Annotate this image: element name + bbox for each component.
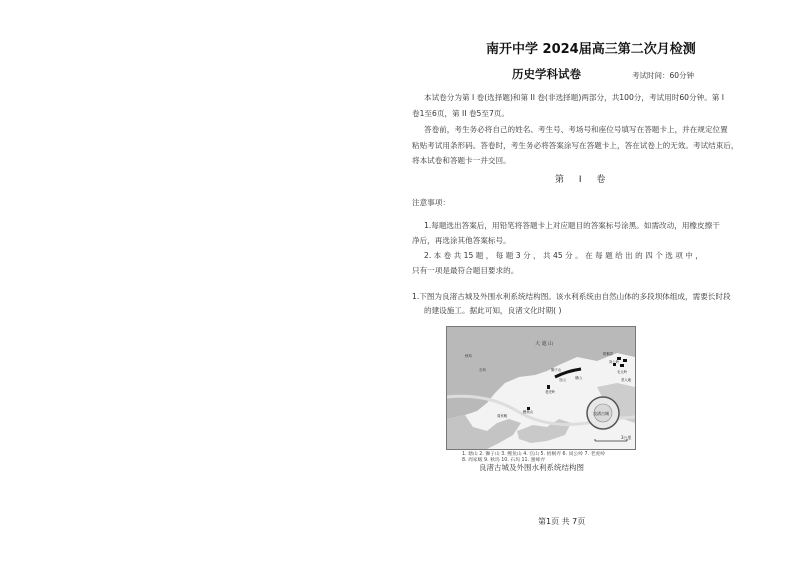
dam-upper-2 xyxy=(623,359,627,362)
map-legend-line-2: 8. 周家畈 9. 秋坞 10. 石坞 11. 蜜蜂弄 xyxy=(462,458,546,463)
exam-time: 考试时间：60分钟 xyxy=(632,71,695,80)
note-2-line-1: 2. 本 卷 共 15 题 ， 每 题 3 分 ， 共 45 分 。 在 每 题 给 出 的 四 个 选 项 中 ， xyxy=(424,251,703,260)
notes-heading: 注意事项： xyxy=(412,198,450,207)
place-label: 石坞 xyxy=(479,368,486,372)
section-heading: 第 I 卷 xyxy=(555,175,612,185)
place-label: 毛元岭 xyxy=(617,370,628,374)
place-label: 梧桐弄 xyxy=(603,352,614,356)
place-label: 美人地 xyxy=(621,378,632,382)
place-label: 官山 xyxy=(559,378,566,382)
intro-line-4: 粘贴考试用条形码。答卷时，考生务必将答案涂写在答题卡上，答在试卷上的无效。考试结束后， xyxy=(412,141,739,150)
map-city-label: 良渚古城 xyxy=(593,411,609,416)
map-graphic xyxy=(447,327,635,449)
map-caption: 良渚古城及外围水利系统结构图 xyxy=(479,463,584,472)
question-1-line-2: 的建设施工。据此可知，良渚文化时期( ) xyxy=(424,306,562,315)
map-legend-line-1: 1. 塘山 2. 狮子山 3. 鲤鱼山 4. 官山 5. 梧桐弄 6. 岗公岭 7. 老虎岭 xyxy=(462,452,606,457)
page-number: 第1页 共 7页 xyxy=(538,517,586,526)
place-label: 狮子山 xyxy=(551,368,562,372)
dam-upper-3 xyxy=(620,364,624,367)
dam-low-1 xyxy=(547,385,550,389)
place-label: 秋坞 xyxy=(465,354,472,358)
hill-west xyxy=(447,415,521,449)
intro-line-3: 答卷前，考生务必将自己的姓名、考生号、考场号和座位号填写在答题卡上，并在规定位置 xyxy=(424,125,728,134)
note-1-line-2: 净后，再选涂其他答案标号。 xyxy=(412,236,511,245)
map-mountain-label: 大 遮 山 xyxy=(535,341,554,347)
intro-line-2: 卷1至6页，第 II 卷5至7页。 xyxy=(412,109,509,118)
map-scale-label: 3公里 xyxy=(621,435,632,440)
place-label: 鲤鱼山 xyxy=(523,410,534,414)
note-1-line-1: 1.每题选出答案后，用铅笔将答题卡上对应题目的答案标号涂黑。如需改动，用橡皮擦干 xyxy=(424,221,720,230)
place-label: 周家畈 xyxy=(497,414,508,418)
place-label: 塘山 xyxy=(575,376,582,380)
liangzhu-map xyxy=(446,326,636,450)
place-label: 老虎岭 xyxy=(545,390,556,394)
intro-line-1: 本试卷分为第 I 卷(选择题)和第 II 卷(非选择题)两部分，共100分，考试用时60分钟。第 I xyxy=(424,93,725,102)
note-2-line-2: 只有一项是最符合题目要求的。 xyxy=(412,266,519,275)
subject-title: 历史学科试卷 xyxy=(512,67,581,81)
exam-title: 南开中学 2024届高三第二次月检测 xyxy=(486,42,696,57)
place-label: 岗公岭 xyxy=(609,360,620,364)
question-1-line-1: 1.下图为良渚古城及外围水利系统结构图。该水利系统由自然山体的多段坝体组成，需要长时段 xyxy=(412,292,731,301)
intro-line-5: 将本试卷和答题卡一并交回。 xyxy=(412,156,511,165)
